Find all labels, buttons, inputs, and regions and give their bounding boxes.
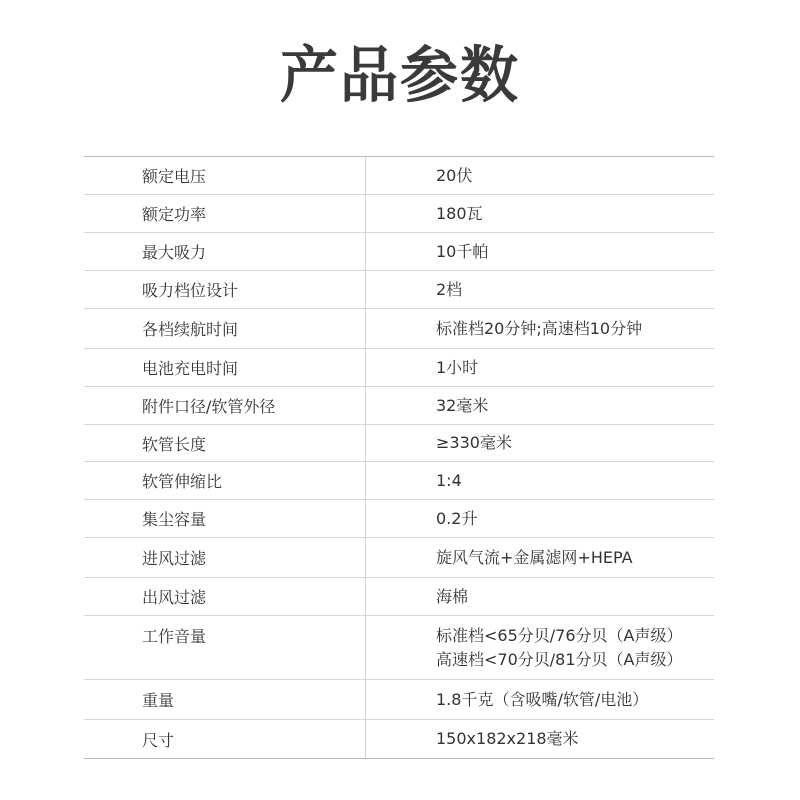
spec-value bbox=[366, 349, 714, 386]
spec-label: 额定功率 bbox=[84, 195, 366, 232]
spec-value-text: 180瓦 bbox=[436, 203, 483, 223]
spec-value-text-line2: 高速档<70分贝/81分贝（A声级） bbox=[436, 649, 683, 669]
spec-value bbox=[366, 500, 714, 537]
spec-row-hose-diameter bbox=[84, 387, 714, 425]
spec-value-text: 2档 bbox=[436, 279, 463, 299]
spec-value bbox=[366, 387, 714, 424]
spec-value-text: 1小时 bbox=[436, 357, 479, 377]
spec-row-max-suction bbox=[84, 233, 714, 271]
spec-label: 进风过滤 bbox=[84, 538, 366, 577]
spec-label-text: 工作音量 bbox=[142, 627, 207, 646]
spec-label: 集尘容量 bbox=[84, 500, 366, 537]
spec-table bbox=[84, 156, 714, 759]
spec-value-text: 1.8千克（含吸嘴/软管/电池） bbox=[436, 689, 649, 709]
spec-value-text: 10千帕 bbox=[436, 241, 489, 261]
spec-row-rated-voltage bbox=[84, 157, 714, 195]
spec-value-text: 标准档<65分贝/76分贝（A声级） bbox=[436, 625, 683, 645]
spec-value-text: 标准档20分钟;高速档10分钟 bbox=[436, 318, 643, 338]
spec-value bbox=[366, 680, 714, 719]
spec-label: 最大吸力 bbox=[84, 233, 366, 270]
spec-value bbox=[366, 425, 714, 461]
spec-value-text: 32毫米 bbox=[436, 395, 489, 415]
spec-label: 额定电压 bbox=[84, 157, 366, 194]
spec-row-hose-length bbox=[84, 425, 714, 462]
spec-label: 附件口径/软管外径 bbox=[84, 387, 366, 424]
spec-value bbox=[366, 157, 714, 194]
spec-label: 吸力档位设计 bbox=[84, 271, 366, 308]
spec-row-weight bbox=[84, 680, 714, 720]
spec-value-text: ≥330毫米 bbox=[436, 433, 512, 452]
spec-row-dimensions bbox=[84, 720, 714, 759]
spec-row-exhaust-filter bbox=[84, 578, 714, 616]
spec-label bbox=[84, 616, 366, 679]
spec-label: 出风过滤 bbox=[84, 578, 366, 615]
spec-value-text: 海棉 bbox=[436, 586, 469, 606]
spec-row-suction-levels bbox=[84, 271, 714, 309]
spec-value bbox=[366, 538, 714, 577]
spec-row-hose-ratio bbox=[84, 462, 714, 500]
spec-value-text: 旋风气流+金属滤网+HEPA bbox=[436, 547, 633, 567]
spec-value bbox=[366, 271, 714, 308]
spec-value bbox=[366, 578, 714, 615]
spec-value bbox=[366, 462, 714, 499]
spec-value bbox=[366, 195, 714, 232]
spec-value bbox=[366, 720, 714, 758]
page-title: 产品参数 bbox=[279, 39, 520, 111]
spec-row-runtime bbox=[84, 309, 714, 349]
spec-row-dust-capacity bbox=[84, 500, 714, 538]
spec-label: 各档续航时间 bbox=[84, 309, 366, 348]
spec-label: 尺寸 bbox=[84, 720, 366, 758]
spec-row-noise-level bbox=[84, 616, 714, 680]
spec-row-charge-time bbox=[84, 349, 714, 387]
spec-value bbox=[366, 309, 714, 348]
spec-label: 重量 bbox=[84, 680, 366, 719]
spec-value-text: 150x182x218毫米 bbox=[436, 729, 579, 748]
spec-row-rated-power bbox=[84, 195, 714, 233]
spec-value bbox=[366, 616, 714, 679]
spec-row-intake-filter bbox=[84, 538, 714, 578]
spec-label: 软管长度 bbox=[84, 425, 366, 461]
spec-label: 电池充电时间 bbox=[84, 349, 366, 386]
spec-value-text: 0.2升 bbox=[436, 508, 478, 528]
spec-label: 软管伸缩比 bbox=[84, 462, 366, 499]
spec-value-text: 1:4 bbox=[436, 470, 462, 490]
spec-value-text: 20伏 bbox=[436, 165, 473, 185]
spec-value bbox=[366, 233, 714, 270]
